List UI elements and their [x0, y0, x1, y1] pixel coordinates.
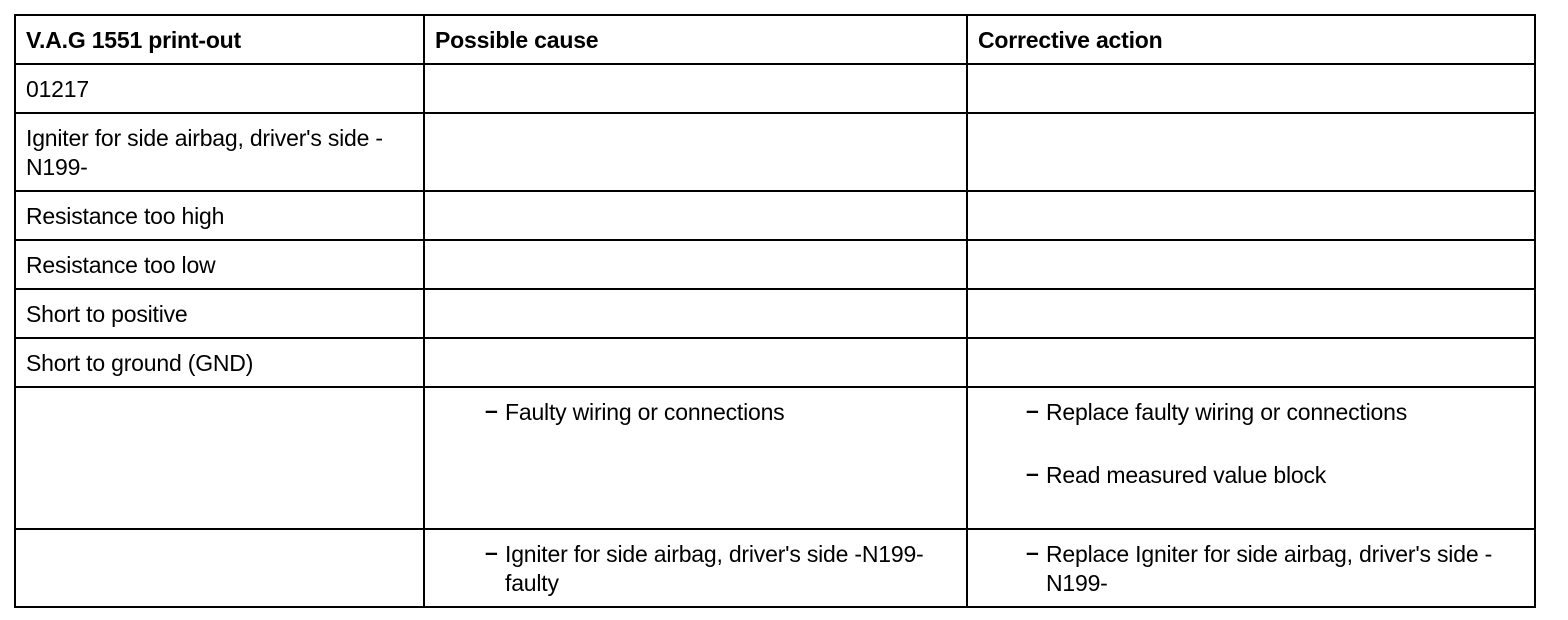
- possible-cause-cell: [424, 529, 967, 607]
- component-name-cell: Igniter for side airbag, driver's side -N199-: [15, 113, 424, 191]
- header-corrective-action: Corrective action: [967, 15, 1535, 64]
- corrective-action-cell: [967, 529, 1535, 607]
- empty-cell: [967, 113, 1535, 191]
- action-text: Replace faulty wiring or connections: [1046, 399, 1407, 425]
- table-row: [15, 387, 1535, 529]
- header-printout: V.A.G 1551 print-out: [15, 15, 424, 64]
- header-row: [15, 15, 1535, 64]
- action-item: [1026, 460, 1524, 490]
- empty-cell: [967, 64, 1535, 113]
- empty-cell: [15, 529, 424, 607]
- dash-bullet-icon: –: [1026, 460, 1039, 486]
- empty-cell: [424, 113, 967, 191]
- empty-cell: [967, 289, 1535, 338]
- dash-bullet-icon: –: [1026, 397, 1039, 423]
- dash-bullet-icon: –: [1026, 539, 1039, 565]
- empty-cell: [424, 191, 967, 240]
- table-row: [15, 113, 1535, 191]
- action-text: Replace Igniter for side airbag, driver's side -N199-: [1046, 541, 1493, 596]
- cause-text: Faulty wiring or connections: [505, 399, 785, 425]
- cause-item: [485, 397, 956, 427]
- table-row: [15, 338, 1535, 387]
- empty-cell: [15, 387, 424, 529]
- fault-type-cell: Resistance too low: [15, 240, 424, 289]
- empty-cell: [967, 338, 1535, 387]
- fault-type-cell: Resistance too high: [15, 191, 424, 240]
- table-row: [15, 529, 1535, 607]
- cause-text: Igniter for side airbag, driver's side -N199- faulty: [505, 541, 924, 596]
- table-row: [15, 64, 1535, 113]
- fault-code-cell: 01217: [15, 64, 424, 113]
- empty-cell: [424, 338, 967, 387]
- empty-cell: [424, 64, 967, 113]
- action-item: [1026, 539, 1524, 598]
- table-row: [15, 289, 1535, 338]
- empty-cell: [967, 240, 1535, 289]
- corrective-action-cell: [967, 387, 1535, 529]
- cause-item: [485, 539, 956, 598]
- fault-type-cell: Short to positive: [15, 289, 424, 338]
- action-text: Read measured value block: [1046, 462, 1327, 488]
- table-row: [15, 240, 1535, 289]
- empty-cell: [424, 240, 967, 289]
- header-possible-cause: Possible cause: [424, 15, 967, 64]
- table-row: [15, 191, 1535, 240]
- possible-cause-cell: [424, 387, 967, 529]
- action-item: [1026, 397, 1524, 427]
- empty-cell: [424, 289, 967, 338]
- fault-type-cell: Short to ground (GND): [15, 338, 424, 387]
- dash-bullet-icon: –: [485, 539, 498, 565]
- diagnostic-table: [14, 14, 1536, 608]
- empty-cell: [967, 191, 1535, 240]
- dash-bullet-icon: –: [485, 397, 498, 423]
